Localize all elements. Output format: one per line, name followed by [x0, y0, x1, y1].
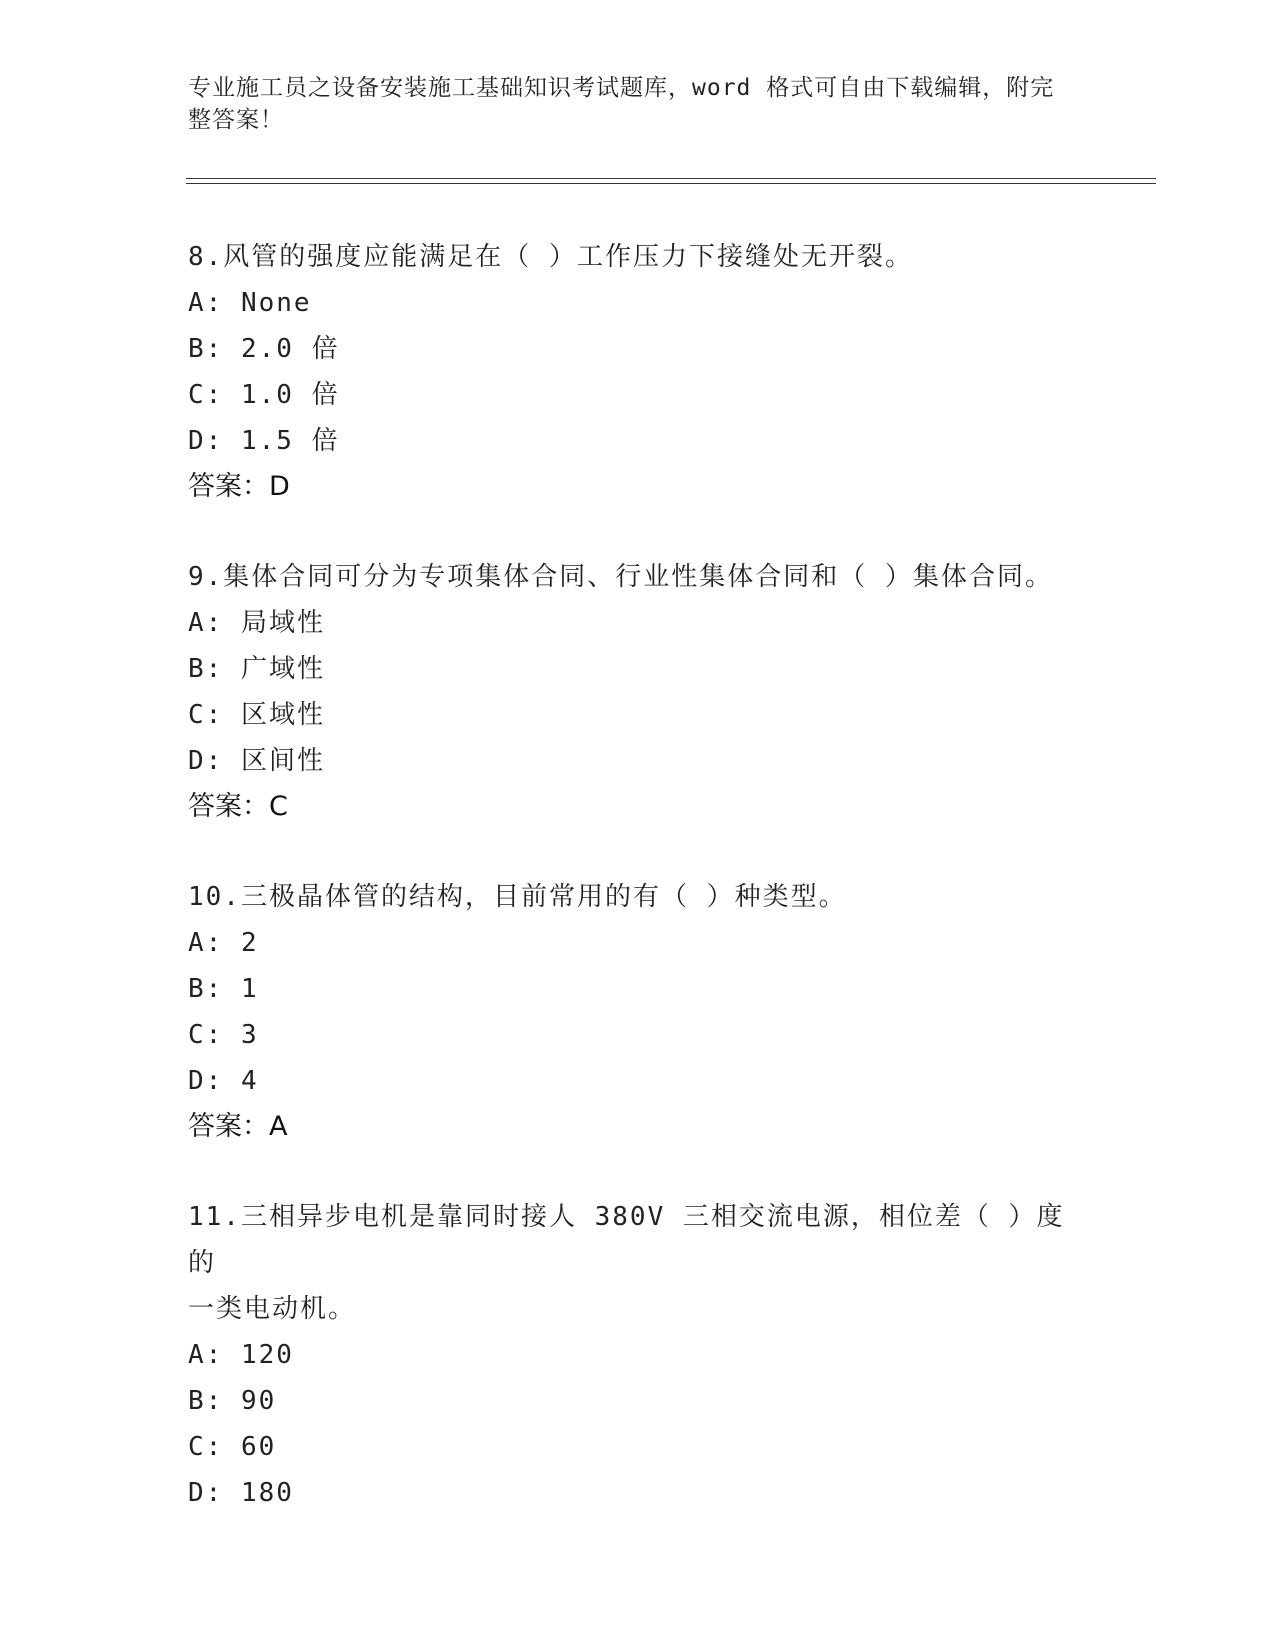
question-text-line-1: 11.三相异步电机是靠同时接人 380V 三相交流电源，相位差（ ）度的: [188, 1202, 1065, 1278]
header-line-2: 整答案！: [188, 107, 284, 133]
option-d: D: 4: [188, 1066, 259, 1096]
option-a: A: 120: [188, 1340, 294, 1370]
header-divider-bottom: [186, 183, 1156, 184]
option-d: D: 180: [188, 1478, 294, 1508]
header-line-1: 专业施工员之设备安装施工基础知识考试题库，word 格式可自由下载编辑，附完: [188, 75, 1055, 101]
question-text: 10.三极晶体管的结构，目前常用的有（ ）种类型。: [188, 882, 847, 912]
question-text: 9.集体合同可分为专项集体合同、行业性集体合同和（ ）集体合同。: [188, 562, 1053, 592]
question-10: [188, 874, 1088, 1150]
question-9: [188, 554, 1088, 830]
answer: 答案：C: [188, 791, 288, 822]
option-d: D: 1.5 倍: [188, 426, 340, 456]
question-11: [188, 1194, 1088, 1516]
option-d: D: 区间性: [188, 746, 325, 776]
option-c: C: 1.0 倍: [188, 380, 340, 410]
question-text: 8.风管的强度应能满足在（ ）工作压力下接缝处无开裂。: [188, 242, 913, 272]
option-b: B: 广域性: [188, 654, 325, 684]
option-a: A: 局域性: [188, 608, 325, 638]
option-b: B: 1: [188, 974, 259, 1004]
document-header: [188, 72, 1088, 136]
question-8: [188, 234, 1088, 510]
option-c: C: 区域性: [188, 700, 325, 730]
option-a: A: None: [188, 288, 312, 318]
question-text-line-2: 一类电动机。: [188, 1294, 357, 1324]
option-a: A: 2: [188, 928, 259, 958]
header-divider-top: [186, 178, 1156, 179]
answer: 答案：D: [188, 471, 290, 502]
option-b: B: 2.0 倍: [188, 334, 340, 364]
option-b: B: 90: [188, 1386, 277, 1416]
answer: 答案：A: [188, 1111, 288, 1142]
option-c: C: 60: [188, 1432, 277, 1462]
option-c: C: 3: [188, 1020, 259, 1050]
